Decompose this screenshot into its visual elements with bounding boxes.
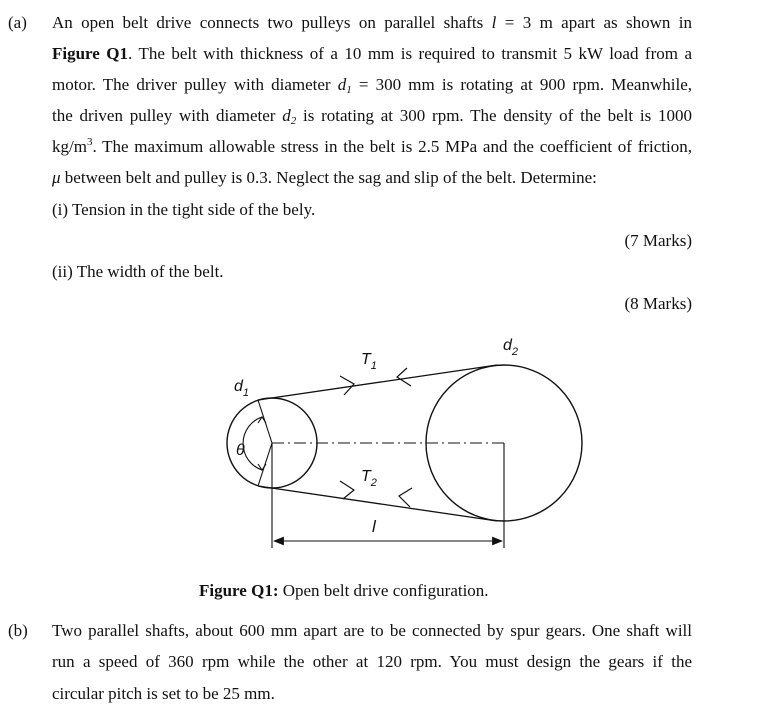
label-d2: $d_2$ — [503, 337, 519, 358]
theta-arc — [243, 417, 262, 470]
belt-bottom-line — [258, 486, 497, 521]
label-t1: $T_1$ — [361, 351, 377, 372]
part-a-line-4: the driven pulley with diameter $d_2$ is rotating at 300 rpm. The density of the belt is 1000 — [52, 106, 693, 127]
figure-caption: Figure Q1: Open belt drive configuration. — [199, 581, 489, 600]
question-i-marks: (7 Marks) — [624, 231, 692, 250]
part-a-line-2: Figure Q1. The belt with thickness of a 10 mm is required to transmit 5 kW load from a — [52, 44, 692, 63]
part-a-line-5: $kg/m^3$. The maximum allowable stress in the belt is 2.5 MPa and the coefficient of friction, — [52, 136, 692, 156]
part-b-label: (b) — [8, 621, 28, 640]
part-b-line-1: Two parallel shafts, about 600 mm apart are to be connected by spur gears. One shaft will — [52, 621, 692, 640]
label-l: l — [372, 517, 376, 536]
t2-arrow-left — [399, 488, 412, 507]
part-a-label: (a) — [8, 13, 27, 32]
part-b-line-2: run a speed of 360 rpm while the other at 120 rpm. You must design the gears if the — [52, 652, 692, 671]
label-t2: $T_2$ — [361, 468, 377, 489]
part-a-line-3: motor. The driver pulley with diameter $d_1 = 300$ mm is rotating at 900 rpm. Meanwhile, — [52, 75, 692, 96]
question-ii: (ii) The width of the belt. — [52, 262, 224, 281]
question-ii-marks: (8 Marks) — [624, 294, 692, 313]
part-b-line-3: circular pitch is set to be 25 mm. — [52, 684, 275, 703]
belt-drive-figure — [0, 320, 766, 560]
label-theta: θ — [236, 442, 245, 459]
label-d1: $d_1$ — [234, 378, 250, 399]
part-a-line-6: μ between belt and pulley is 0.3. Neglect the sag and slip of the belt. Determine: — [52, 168, 597, 187]
t1-arrow-right — [340, 376, 354, 395]
part-a-line-1: An open belt drive connects two pulleys on parallel shafts l = 3 m apart as shown in — [52, 13, 693, 32]
belt-top-line — [258, 365, 497, 400]
t2-arrow-right — [340, 481, 354, 499]
question-i: (i) Tension in the tight side of the bely. — [52, 200, 316, 219]
t1-arrow-left — [397, 368, 411, 386]
